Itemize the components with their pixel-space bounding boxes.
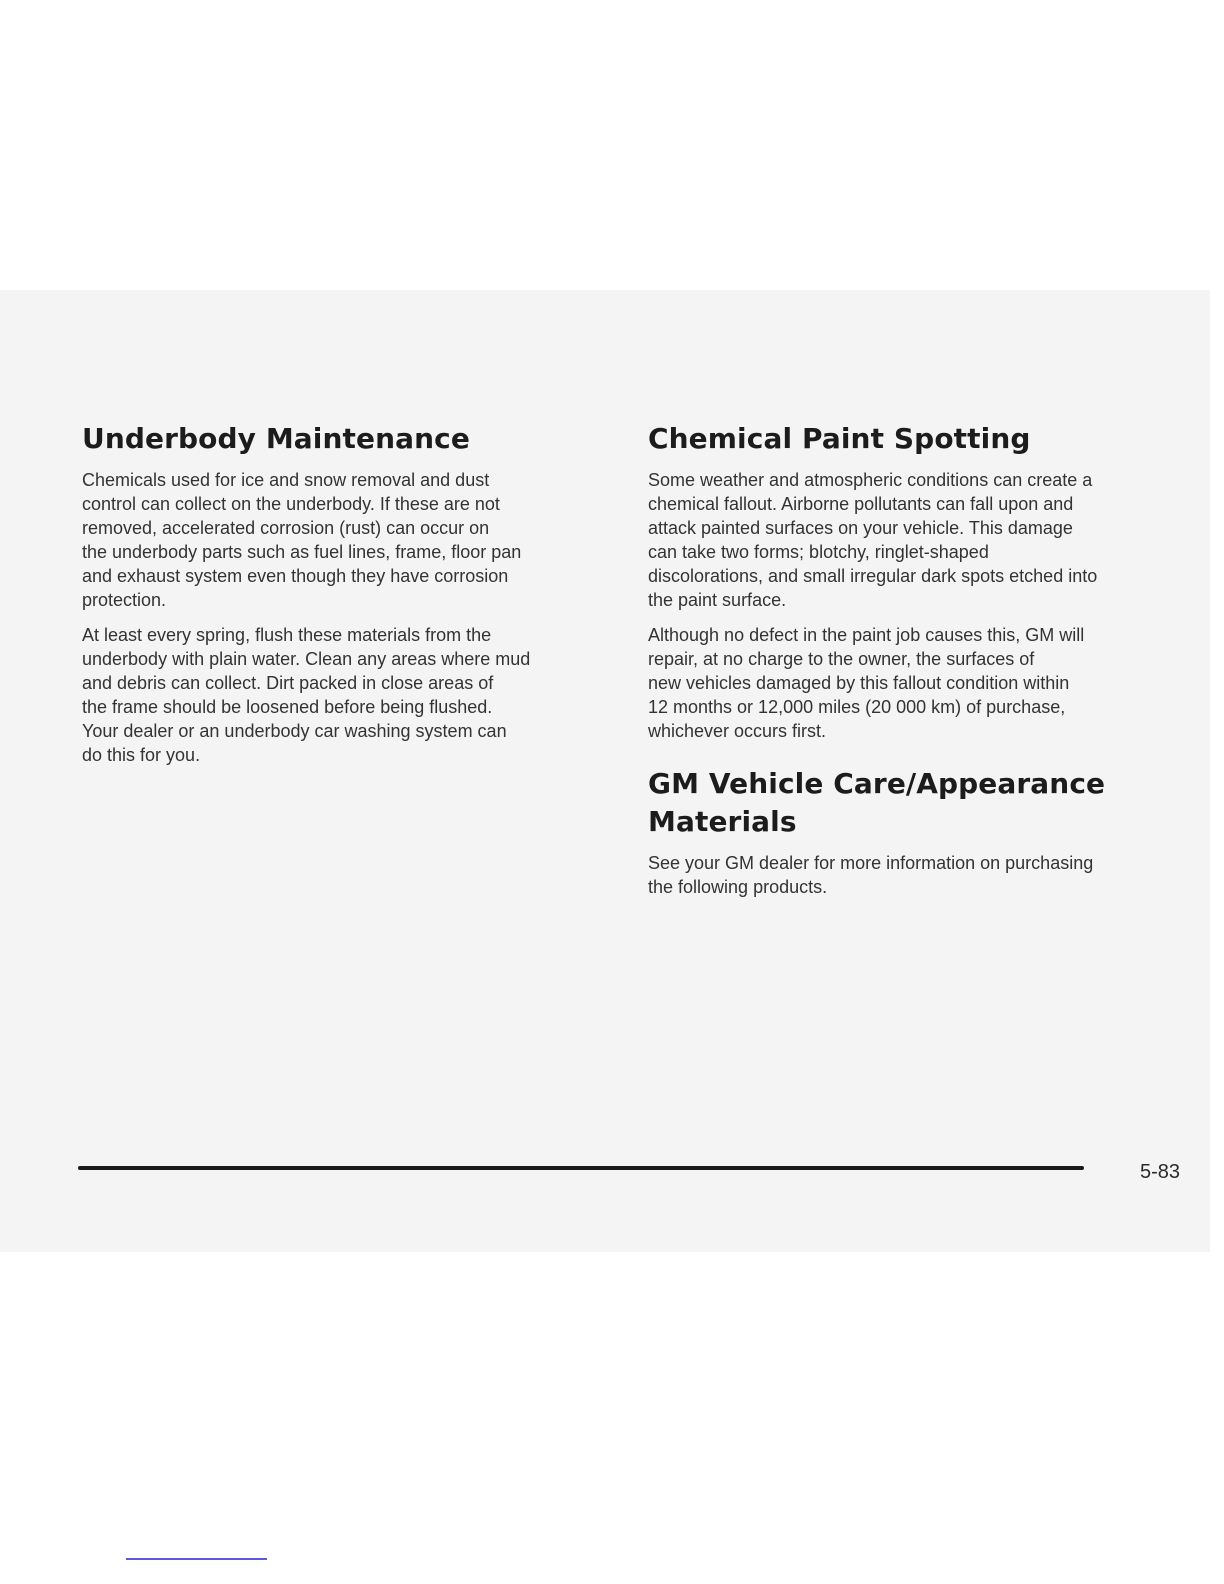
left-column (82, 420, 612, 778)
underbody-paragraph-2: At least every spring, flush these materials from the underbody with plain water. Clean any areas where mud and debris can collect. Dirt packed in close areas of the frame should be loosened before being flushed. Your dealer or an underbody car washing system can do this for you. (82, 625, 531, 765)
right-column (648, 420, 1193, 910)
underbody-maintenance-heading: Underbody Maintenance (82, 422, 470, 455)
paint-spotting-paragraph-2: Although no defect in the paint job causes this, GM will repair, at no charge to the owner, the surfaces of new vehicles damaged by this fallout condition within 12 months or 12,000 miles (20 000 km) of purchase, whichever occurs first. (648, 625, 1085, 741)
bottom-link-underline (126, 1558, 267, 1560)
chemical-paint-spotting-heading: Chemical Paint Spotting (648, 422, 1031, 455)
paint-spotting-paragraph-1: Some weather and atmospheric conditions can create a chemical fallout. Airborne pollutants can fall upon and attack painted surfaces on your vehicle. This damage can take two forms; blotchy, ringlet-shaped discolorations, and small irregular dark spots etched into the paint surface. (648, 470, 1098, 610)
vehicle-care-materials-heading: GM Vehicle Care/Appearance Materials (648, 767, 1106, 838)
page-number: 5-83 (1140, 1161, 1181, 1183)
footer-rule (78, 1166, 1084, 1170)
underbody-paragraph-1: Chemicals used for ice and snow removal and dust control can collect on the underbody. If these are not removed, accelerated corrosion (rust) can occur on the underbody parts such as fuel lines, frame, floor pan and exhaust system even though they have corrosion protection. (82, 470, 522, 610)
vehicle-care-paragraph: See your GM dealer for more information on purchasing the following products. (648, 853, 1094, 897)
